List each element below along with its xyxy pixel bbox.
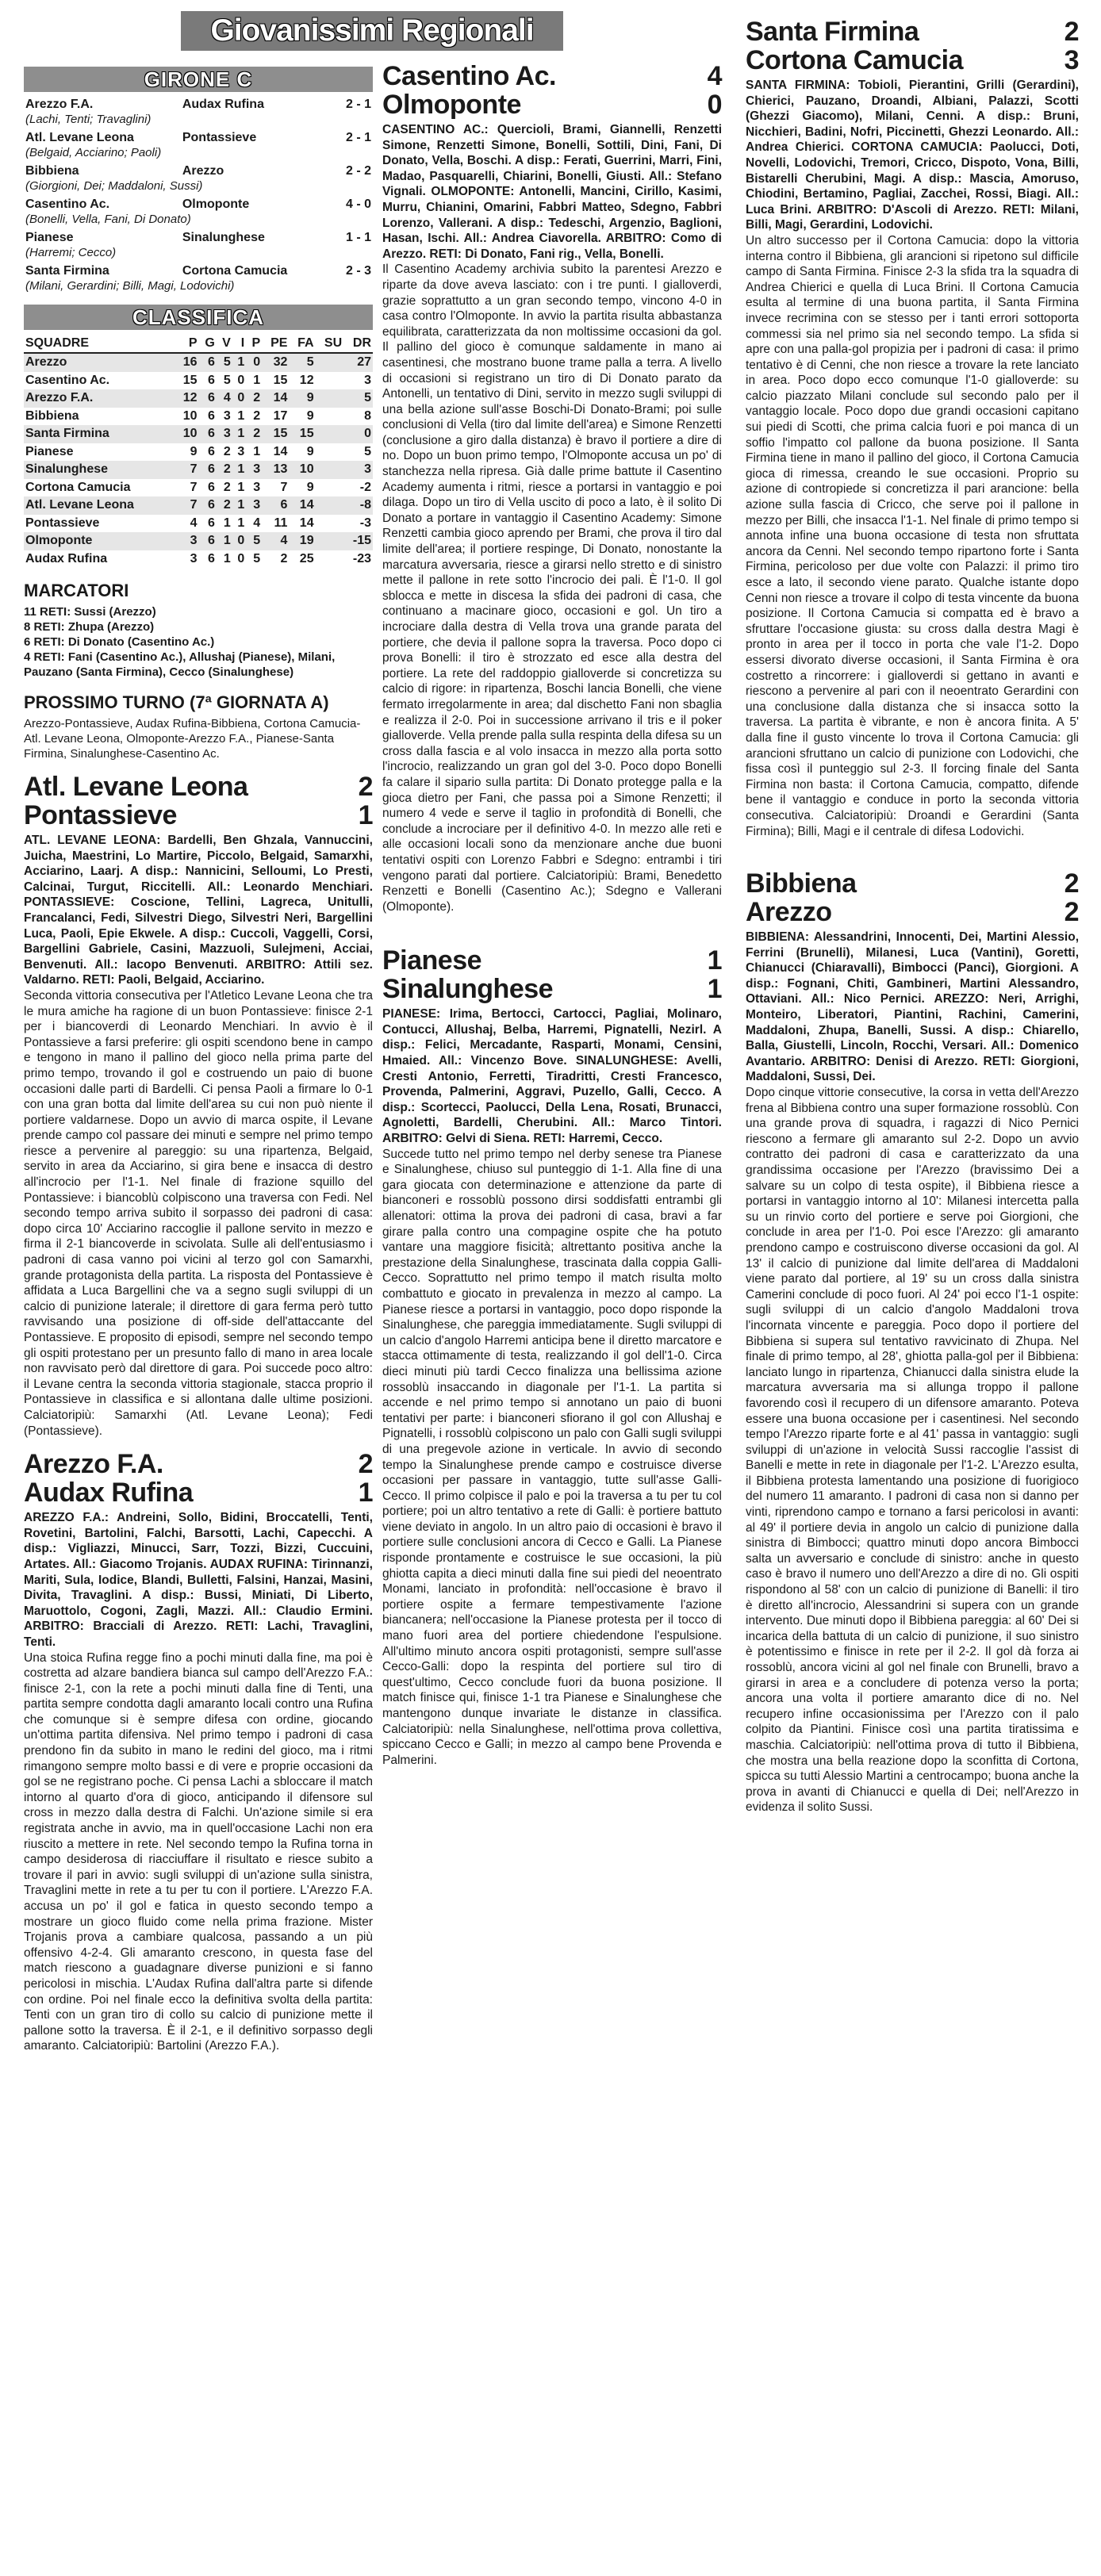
standings-row xyxy=(24,425,373,443)
away-score: 0 xyxy=(707,90,722,120)
stat-cell: 1 xyxy=(223,551,231,565)
stat-cell: -15 xyxy=(316,532,373,550)
result-score: 1 - 1 xyxy=(345,231,371,244)
stat-cell: 10 xyxy=(182,408,198,423)
home-score: 2 xyxy=(1064,17,1079,47)
stat-cell: 1 xyxy=(232,425,246,443)
standings-row xyxy=(24,515,373,533)
stat-cell: 0 xyxy=(316,425,373,443)
stat-cell: 0 xyxy=(246,353,262,372)
girone-title: GIRONE C xyxy=(24,67,373,92)
standings-row xyxy=(24,408,373,426)
result-scorers: (Belgaid, Acciarino; Paoli) xyxy=(25,146,162,159)
stat-cell: 6 xyxy=(207,373,215,387)
home-team: Atl. Levane Leona xyxy=(24,772,248,802)
home-score: 2 xyxy=(358,772,373,802)
stat-cell: 5 xyxy=(316,389,373,408)
stat-cell: 32 xyxy=(262,353,289,372)
stat-cell: 0 xyxy=(237,551,245,565)
stat-cell: 1 xyxy=(237,408,245,423)
stat-cell: 17 xyxy=(273,408,288,423)
stat-cell: 1 xyxy=(237,480,245,494)
stat-cell: 3 xyxy=(316,461,373,479)
stat-cell: 7 xyxy=(175,496,199,515)
stat-cell: -2 xyxy=(359,480,371,494)
stat-cell: 12 xyxy=(175,389,199,408)
result-scorers-row xyxy=(24,146,373,163)
prossimo-text: Arezzo-Pontassieve, Audax Rufina-Bibbiena, Cortona Camucia-Atl. Levane Leona, Olmoponte-Arezzo F.A., Pianese-Santa Firmina, Sinalunghese-Casentino Ac. xyxy=(24,717,361,761)
result-scorers: (Milani, Gerardini; Billi, Magi, Lodovichi) xyxy=(25,279,235,293)
stat-cell: 6 xyxy=(207,551,215,565)
marcatori-list xyxy=(24,604,373,680)
stat-cell: 5 xyxy=(253,551,261,565)
marcatori-title: MARCATORI xyxy=(24,581,129,600)
column-right xyxy=(746,17,1079,1815)
stat-cell: 4 xyxy=(217,389,232,408)
result-home: Santa Firmina xyxy=(25,264,109,278)
standings-header xyxy=(24,335,373,353)
standings-header-cell: FA xyxy=(289,335,315,353)
away-team: Olmoponte xyxy=(382,90,521,120)
marcatore-line: 4 RETI: Fani (Casentino Ac.), Allushaj (Pianese), Milani, Pauzano (Santa Firmina), Cecco (Sinalunghese) xyxy=(24,650,336,679)
home-score: 1 xyxy=(707,945,722,976)
standings-table xyxy=(24,335,373,568)
result-scorers: (Lachi, Tenti; Travaglini) xyxy=(25,113,152,126)
page-title: Giovanissimi Regionali xyxy=(181,11,563,51)
formation: AREZZO F.A.: Andreini, Sollo, Bidini, Broccatelli, Tenti, Rovetini, Bartolini, Falchi, Barsotti, Lachi, Capecchi. A disp.: Vigliazzi, Minucci, Sarr, Tozzi, Bizzi, Cuccuini, Artates. All.: Giacomo Trojanis. AUDAX RUFINA: Tirinnanzi, Mariti, Sula, Iodice, Blandi, Bulletti, Falsini, Hanzai, Masini, Divita, Travaglini. A disp.: Bussi, Miniati, Di Liberto, Maruottolo, Cogoni, Zagli, Mazzi. All.: Claudio Ermini. ARBITRO: Bracciali di Arezzo. RETI: Lachi, Travaglini, Tenti. xyxy=(24,1511,373,1649)
marcatore-line: 8 RETI: Zhupa (Arezzo) xyxy=(24,620,155,634)
result-away: Cortona Camucia xyxy=(182,264,288,278)
stat-cell: 2 xyxy=(253,408,261,423)
stat-cell: 3 xyxy=(237,444,245,458)
standings-header-cell: V xyxy=(217,335,232,353)
stat-cell: 2 xyxy=(217,461,232,479)
stat-cell: 19 xyxy=(289,532,315,550)
result-score: 2 - 1 xyxy=(345,131,371,144)
result-score: 2 - 2 xyxy=(345,164,371,178)
home-team: Pianese xyxy=(382,945,482,976)
stat-cell: 3 xyxy=(223,408,231,423)
standings-row xyxy=(24,389,373,408)
team-name: Bibbiena xyxy=(25,408,79,423)
stat-cell: 15 xyxy=(289,425,315,443)
team-name: Olmoponte xyxy=(24,532,175,550)
formation: PIANESE: Irima, Bertocci, Cartocci, Pagliai, Molinaro, Contucci, Allushaj, Belba, Harremi, Pignatelli, Nezirl. A disp.: Felici, Mercadante, Rasparti, Monami, Censini, Hmaied. All.: Vincenzo Bove. SINALUNGHESE: Avelli, Cresti Antonio, Ferretti, Tiradritti, Cresti Francesco, Provenda, Palmerini, Aggravi, Puzello, Galli, Cecco. A disp.: Scortecci, Paolucci, Della Lena, Rosati, Brunacci, Agnoletti, Bardelli, Cherubini. All.: Marco Tintori. ARBITRO: Gelvi di Siena. RETI: Harremi, Cecco. xyxy=(382,1007,722,1146)
home-team: Santa Firmina xyxy=(746,17,919,47)
stat-cell: 6 xyxy=(207,408,215,423)
home-score: 2 xyxy=(1064,868,1079,899)
away-team: Arezzo xyxy=(746,897,832,928)
result-scorers-row xyxy=(24,246,373,263)
team-name: Santa Firmina xyxy=(24,425,175,443)
standings-row xyxy=(24,532,373,550)
stat-cell: 6 xyxy=(199,461,217,479)
stat-cell: 6 xyxy=(199,389,217,408)
standings-row xyxy=(24,550,373,569)
result-score: 2 - 1 xyxy=(345,98,371,111)
stat-cell: 6 xyxy=(199,532,217,550)
stat-cell: 2 xyxy=(246,425,262,443)
stat-cell: 3 xyxy=(217,425,232,443)
home-team: Bibbiena xyxy=(746,868,857,899)
stat-cell: 0 xyxy=(232,389,246,408)
result-scorers-row xyxy=(24,179,373,197)
stat-cell: 1 xyxy=(217,532,232,550)
stat-cell: 6 xyxy=(199,496,217,515)
stat-cell: 13 xyxy=(262,461,289,479)
stat-cell: 25 xyxy=(299,551,314,565)
away-score: 1 xyxy=(358,1478,373,1508)
standings-header-cell: SU xyxy=(316,335,344,353)
stat-cell: 5 xyxy=(364,444,371,458)
stat-cell: 9 xyxy=(190,444,198,458)
marcatore-line: 6 RETI: Di Donato (Casentino Ac.) xyxy=(24,635,215,649)
result-home: Atl. Levane Leona xyxy=(25,131,134,144)
standings-row xyxy=(24,461,373,479)
stat-cell: 3 xyxy=(246,461,262,479)
result-row xyxy=(24,197,373,213)
result-scorers-row xyxy=(24,279,373,297)
stat-cell: 7 xyxy=(175,461,199,479)
stat-cell: 2 xyxy=(280,551,288,565)
away-team: Cortona Camucia xyxy=(746,45,963,75)
stat-cell: 2 xyxy=(223,480,231,494)
result-away: Audax Rufina xyxy=(182,98,264,111)
standings-row xyxy=(24,496,373,515)
stat-cell: -8 xyxy=(316,496,373,515)
formation: SANTA FIRMINA: Tobioli, Pierantini, Grilli (Gerardini), Chierici, Pauzano, Droandi, Albiani, Palazzi, Scotti (Ghezzi Giacomo), Milani, Cenni. A disp.: Bruni, Nicchieri, Badini, Nofri, Piccinetti, Ghezzi Leonardo. All.: Andrea Chierici. CORTONA CAMUCIA: Paolucci, Doti, Novelli, Lodovichi, Tremori, Cricco, Dispoto, Vona, Billi, Bistarelli Cherubini, Magi. A disp.: Mascia, Amoruso, Chiodini, Bertamino, Pagliai, Zacchei, Rossi, Biagi. All.: Luca Brini. ARBITRO: D'Ascoli di Arezzo. RETI: Milani, Billi, Magi, Gerardini, Lodovichi. xyxy=(746,79,1079,232)
stat-cell: 10 xyxy=(289,461,315,479)
classifica-title: CLASSIFICA xyxy=(24,305,373,330)
stat-cell: 5 xyxy=(246,532,262,550)
home-team: Casentino Ac. xyxy=(382,61,556,91)
match-bibbiena xyxy=(746,869,1079,1815)
result-scorers-row xyxy=(24,213,373,230)
results-table xyxy=(24,97,373,297)
stat-cell: 14 xyxy=(262,389,289,408)
stat-cell: -3 xyxy=(359,516,371,530)
article: Il Casentino Academy archivia subito la parentesi Arezzo e riparte da dove aveva lasciato: con i tre punti. I gialloverdi, grazie soprattutto a un gran secondo tempo, vincono 4-0 in casa contro l'Olmoponte. In avvio la partita risulta abbastanza equilibrata, caratterizzata da non moltissime occasioni da gol. Il pallino del gioco è comunque saldamente in mano ai casentinesi, che mostrano buone trame palla a terra. A livello di occasioni si registrano un tiro di Di Donato parato da Antonelli, un tentativo di Dini, servito in mezzo sugli sviluppi di una bella azione sull'asse Boschi-Di Donato-Brami; poi sulle conclusioni di Vella (tiro dal limite dell'area) e Simone Renzetti (conclusione a giro dalla distanza) è bravo il portiere a dire di no. Dopo un buon primo tempo, l'Olmoponte accusa un po' di stanchezza nella ripresa. Già dalle prime battute il Casentino Academy aumenta i ritmi, riesce a portarsi in vantaggio e poi dilaga. Dopo un tiro di Vella uscito di poco a lato, è il solito Di Donato a portare in vantaggio il Casentino Academy: Simone Renzetti cambia gioco aprendo per Brami, che prova il tiro dal limite dell'area; il portiere respinge, Di Donato, nonostante la marcatura avversaria, riesce a girarsi nello stretto e di sinistro mette il pallone in rete sotto l'incrocio dei pali. È l'1-0. Il gol sblocca e mette in discesa la sfida dei padroni di casa, che continuano a macinare gioco, occasioni e gol. Un tiro a incrociare dalla destra di Vella trova una grande parata del portiere, che devia il pallone sopra la traversa. Poco dopo ci prova Bonelli: il tiro è strozzato ed esce alla destra del portiere. La rete del raddoppio gialloverde si concretizza su calcio di rigore: in ripartenza, Boschi lancia Bonelli, che viene fermato irregolarmente in area; dal dischetto Fani non sbaglia e realizza il 2-0. Poi in successione arrivano il tris e il poker gialloverde. Vella prende palla sulla respinta della difesa su un cross dalla fascia e al volo insacca in mezzo alla porta sotto l'incrocio, realizzando un gran gol del 3-0. Poco dopo Bonelli fa calare il sipario sulla partita: Di Donato protegge palla e la gioca dietro per Fani, che passa poi a Simone Renzetti; il numero 4 vede e serve il taglio in profondità di Bonelli, che conclude a incrociare per il definitivo 4-0. In mezzo alle reti e alle occasioni locali sono da menzionare anche due buoni tentativi ospiti con Lorenzo Fabbri e Sdegno: entrambi i tiri vengono parati dal portiere. Calciatoripiù: Brami, Benedetto Renzetti e Bonelli (Casentino Ac.); Sdegno e Vallerani (Olmoponte). xyxy=(382,263,722,914)
result-scorers: (Harremi; Cecco) xyxy=(25,246,117,259)
stat-cell: 3 xyxy=(364,373,371,387)
stat-cell: 15 xyxy=(182,373,198,387)
stat-cell: 15 xyxy=(262,425,289,443)
stat-cell: 8 xyxy=(364,408,371,423)
result-home: Bibbiena xyxy=(25,164,79,178)
standings-header-cell: G xyxy=(199,335,217,353)
result-home: Pianese xyxy=(25,231,74,244)
prossimo-title: PROSSIMO TURNO (7ª GIORNATA A) xyxy=(24,692,329,712)
standings-header-cell: PE xyxy=(262,335,289,353)
away-team: Sinalunghese xyxy=(382,974,554,1005)
stat-cell: 3 xyxy=(246,496,262,515)
article: Un altro successo per il Cortona Camucia: dopo la vittoria interna contro il Bibbiena, gli arancioni si ripetono sul difficile campo di Santa Firmina. Finisce 2-3 la sfida tra la squadra di Andrea Chierici e quella di Luca Brini. Il Cortona Camucia esulta al termine di una buona partita, il Santa Firmina invece recrimina con se stesso per i tanti errori sottoporta commessi sia nel primo sia nel secondo tempo. La sfida si apre con una palla-gol propizia per i padroni di casa: il primo tentativo è di Cenni, che non riesce a trovare la rete lanciato in area. Poco dopo ecco comunque l'1-0 gialloverde: su calcio piazzato Milani conclude sul secondo palo per il vantaggio locale. Poco dopo due grandi occasioni capitano sui piedi di Scotti, che prima calcia fuori e poi manca di un soffio l'impatto col pallone da buona posizione. Il Santa Firmina tiene in mano il pallino del gioco, il Cortona Camucia gioca di rimessa, creando le sue occasioni. Proprio su azione di contropiede si concretizza il pari arancione: bella azione sulla fascia di Cricco, che serve poi il pallone in mezzo per Billi, che insacca l'1-1. Nel finale di primo tempo si annota infine una buona occasione di testa non sfruttata ancora da Cenni. Nel secondo tempo ripartono forte i Santa Firmina, pericoloso per due volte con Palazzi: il primo tiro esce a lato, il secondo viene parato. Qualche istante dopo Cenni non riesce a trovare il colpo di testa vincente da buona posizione. Il Cortona Camucia si compatta ed è bravo a sfruttare l'occasione giusta: su cross dalla destra Magi è pronto in area per il tocco in porta che vale l'1-2. Dopo essersi divorato diverse occasioni, il Santa Firmina è ora costretto a rincorrere: i gialloverdi si gettano in avanti e riescono a pervenire al pari con il neoentrato Gerardini con una conclusione dalla distanza che si insacca sotto la traversa. La partita è vibrante, e non è ancora finita. A 5' dalla fine il gusto vincente lo trova il Cortona Camucia: gli arancioni sfruttano un calcio di punizione con Lodovichi, che fissa così il punteggio sul 2-3. Il forcing finale del Santa Firmina non basta: il Cortona Camucia, compatto, difende bene il vantaggio e conduce in porto la seconda vittoria consecutiva. Calciatoripiù: Droandi e Gerardini (Santa Firmina); Billi, Magi e il centrale di difesa Lodovichi. xyxy=(746,233,1079,838)
stat-cell: 0 xyxy=(232,532,246,550)
stat-cell: 9 xyxy=(306,444,314,458)
stat-cell: 3 xyxy=(190,551,198,565)
standings-header-cell: I xyxy=(232,335,246,353)
formation: BIBBIENA: Alessandrini, Innocenti, Dei, Martini Alessio, Ferrini (Brunelli), Milanesi, Luca (Vantini), Goretti, Chianucci (Chiaravalli), Bimbocci (Panci), Giorgioni. A disp.: Fognani, Chiti, Gambineri, Martini Alessandro, Ottaviani. All.: Nico Pernici. AREZZO: Neri, Arrighi, Monteiro, Liberatori, Piantini, Rachini, Camerini, Maddaloni, Zhupa, Banelli, Sussi. A disp.: Chiarello, Balla, Giustelli, Lincoln, Rocchi, Versari. All.: Domenico Avantario. ARBITRO: Denisi di Arezzo. RETI: Giorgioni, Maddaloni, Sussi, Dei. xyxy=(746,930,1079,1084)
result-scorers: (Bonelli, Vella, Fani, Di Donato) xyxy=(25,213,191,226)
result-away: Arezzo xyxy=(182,164,224,178)
stat-cell: 9 xyxy=(306,480,314,494)
standings-header-cell: P xyxy=(175,335,199,353)
stat-cell: 1 xyxy=(237,516,245,530)
stat-cell: 1 xyxy=(253,373,261,387)
team-name: Sinalunghese xyxy=(24,461,175,479)
match-arezzofa xyxy=(24,1450,373,2054)
stat-cell: 14 xyxy=(289,496,315,515)
result-row xyxy=(24,230,373,246)
result-scorers-row xyxy=(24,113,373,130)
match-santafirmina xyxy=(746,17,1079,839)
team-name: Pianese xyxy=(25,444,74,458)
standings-header-cell: DR xyxy=(343,335,373,353)
standings-row xyxy=(24,353,373,372)
team-name: Casentino Ac. xyxy=(25,373,110,387)
stat-cell: 2 xyxy=(223,444,231,458)
result-row xyxy=(24,163,373,179)
result-score: 4 - 0 xyxy=(345,197,371,211)
away-score: 3 xyxy=(1064,45,1079,75)
away-team: Pontassieve xyxy=(24,800,177,830)
stat-cell: 5 xyxy=(223,373,231,387)
stat-cell: 11 xyxy=(274,516,288,530)
standings-row xyxy=(24,443,373,462)
stat-cell: 3 xyxy=(253,480,261,494)
stat-cell: 10 xyxy=(175,425,199,443)
stat-cell: 16 xyxy=(175,353,199,372)
home-score: 4 xyxy=(707,61,722,91)
stat-cell: 4 xyxy=(190,516,198,530)
standings-row xyxy=(24,372,373,390)
team-name: Arezzo F.A. xyxy=(24,389,175,408)
stat-cell: 6 xyxy=(262,496,289,515)
home-team: Arezzo F.A. xyxy=(24,1449,163,1480)
stat-cell: 1 xyxy=(232,461,246,479)
match-levane xyxy=(24,772,373,1439)
result-away: Sinalunghese xyxy=(182,231,265,244)
home-score: 2 xyxy=(358,1449,373,1480)
away-team: Audax Rufina xyxy=(24,1478,194,1508)
formation: ATL. LEVANE LEONA: Bardelli, Ben Ghzala, Vannuccini, Juicha, Maestrini, Lo Martire, Piccolo, Belgaid, Samarxhi, Acciarino, Laarj. A disp.: Nannicini, Selloumi, Lo Presti, Calcinai, Turgut, Riccitelli. All.: Leonardo Menchiari. PONTASSIEVE: Coscione, Tellini, Lagreca, Unitulli, Francalanci, Fedi, Silvestri Diego, Silvestri Neri, Bargellini Luca, Paoli, Epie Ekwele. A disp.: Cuccoli, Vaggelli, Corsi, Bargellini Gabriele, Casini, Mazzuoli, Sulejmeni, Acciai, Benvenuti. All.: Iacopo Benvenuti. ARBITRO: Attili sez. Valdarno. RETI: Paoli, Belgaid, Acciarino. xyxy=(24,834,373,987)
result-row xyxy=(24,263,373,279)
stat-cell: 1 xyxy=(253,444,261,458)
stat-cell: 5 xyxy=(217,353,232,372)
team-name: Atl. Levane Leona xyxy=(24,496,175,515)
result-home: Arezzo F.A. xyxy=(25,98,94,111)
away-score: 2 xyxy=(1064,897,1079,928)
away-score: 1 xyxy=(358,800,373,830)
marcatore-line: 11 RETI: Sussi (Arezzo) xyxy=(24,605,156,619)
match-casentino xyxy=(382,62,722,914)
team-name: Cortona Camucia xyxy=(25,480,131,494)
result-scorers: (Giorgioni, Dei; Maddaloni, Sussi) xyxy=(25,179,203,193)
article: Dopo cinque vittorie consecutive, la corsa in vetta dell'Arezzo frena al Bibbiena contro una super formazione rossoblù. Con una grande prova di squadra, i ragazzi di Nico Pernici riescono a fermare gli amaranto sul 2-2. Dopo un avvio contratto dei padroni di casa e caratterizzato da una grandissima occasione per l'Arezzo (bravissimo Dei a salvare su un colpo di testa ospite), il Bibbiena riesce a portarsi in vantaggio intorno al 10': Milanesi intercetta palla su un rinvio corto del portiere e serve poi Giorgioni, che conclude in area per l'1-0. Poi esce l'Arezzo: gli amaranto prendono campo e costruiscono diverse occasioni da gol. Al 13' il calcio di punizione dal limite dell'area di Maddaloni viene parato dal portiere, al 19' su un cross dalla sinistra Camerini conclude di poco fuori. Al 24' poi ecco l'1-1 ospite: sugli sviluppi di un calcio d'angolo Maddaloni trova l'incornata vincente e pareggia. Poco dopo il portiere del Bibbiena si supera sul tentativo ravvicinato di Zhupa. Nel finale di primo tempo, al 28', ghiotta palla-gol per il Bibbiena: lanciato lungo in ripartenza, Chianucci dalla sinistra elude la marcatura avversaria ma si allunga troppo il pallone favorendo così il recupero di un difensore amaranto. Poteva essere una buona occasione per i casentinesi. Nel secondo tempo l'Arezzo riparte forte e al 41' passa in vantaggio: sugli sviluppi di un'azione in velocità Sussi raccoglie l'assist di Banelli e mette in rete in diagonale per l'1-2. L'Arezzo esulta, il Bibbiena protesta lamentando una posizione di fuorigioco del numero 11 amaranto. I padroni di casa non si danno per vinti, riprendono campo e tornano a farsi pericolosi in avanti: al 49' il portiere devia in angolo un calcio di punizione dalla sinistra di Bimbocci; quattro minuti dopo ancora Bimbocci salta un avversario e conclude di sinistro: anche in questo caso è bravo il numero uno dell'Arezzo a dire di no. Gli ospiti rispondono al 58' con un calcio di punizione di Banelli: il tiro è diretto all'incrocio, Alessandrini si supera con un grande intervento. Due minuti dopo il Bibbiena pareggia: al 60' Dei si incarica della battuta di un calcio di punizione, il suo sinistro è potentissimo e finisce in rete per il 2-2. Il gol dà forza ai rossoblù, ancora vicini al gol nel finale con Brunelli, bravo a girarsi in area e a concludere di potenza verso la porta; ancora una volta il portiere amaranto dice di no. Nel recupero infine occasionissima per l'Arezzo con il palo colpito da Piantini. Finisce così una partita tiratissima e maschia. Calciatoripiù: nell'ottima prova di tutto il Bibbiena, che mostra una bella reazione dopo la sconfitta di Cortona, spicca su tutti Alessio Martini a centrocampo; buona anche la prova in avanti di Chianucci e quella di Dei; nell'Arezzo in evidenza il solito Sussi. xyxy=(746,1086,1079,1815)
article: Seconda vittoria consecutiva per l'Atletico Levane Leona che tra le mura amiche ha ragione di un buon Pontassieve: finisce 2-1 per i biancoverdi di Leonardo Menchiari. In avvio è il Pontassieve a farsi preferire: gli ospiti scendono bene in campo e tengono in mano il pallino del gioco nella prima parte del primo tempo, trovando il gol e costruendo un paio di buone occasioni dalle parti di Bardelli. Ci pensa Paoli a firmare lo 0-1 con una gran botta dal limite dell'area su cui non può niente il portiere valdarnese. Dopo un avvio di marca ospite, il Levane prende campo col passare dei minuti e sempre nel primo tempo riesce a pervenire al pareggio: su una ripartenza, Belgaid, servito in area da Acciarino, si gira bene e insacca di destro all'incrocio per l'1-1. Nel finale di frazione squillo del Pontassieve: i biancoblù colpiscono una traversa con Fedi. Nel secondo tempo arriva subito il sorpasso dei padroni di casa: dopo circa 10' Acciarino raccoglie il pallone servito in mezzo e firma il 2-1 biancoverde in scivolata. Sulle ali dell'entusiasmo i padroni di casa vanno poi vicini al terzo gol con Samarxhi, grande protagonista della partita. La risposta del Pontassieve è affidata a Luca Bargellini che va a segno sugli sviluppi di un calcio di punizione laterale; il direttore di gara ferma però tutto ravvisando una posizione di off-side dell'attaccante del Pontassieve. E proposito di episodi, sempre nel secondo tempo gli ospiti protestano per un presunto fallo di mano in area locale non ravvisato però dal direttore di gara. Poi succede poco altro: il Levane centra la seconda vittoria stagionale, stacca proprio il Pontassieve in classifica e si allontana dalle ultime posizioni. Calciatoripiù: Samarxhi (Atl. Levane Leona); Fedi (Pontassieve). xyxy=(24,988,373,1438)
stat-cell: 4 xyxy=(262,532,289,550)
stat-cell: 27 xyxy=(316,353,373,372)
stat-cell: 2 xyxy=(217,496,232,515)
standings-header-cell: SQUADRE xyxy=(24,335,175,353)
result-score: 2 - 3 xyxy=(345,264,371,278)
stat-cell: 7 xyxy=(190,480,198,494)
stat-cell: 6 xyxy=(199,353,217,372)
stat-cell: 6 xyxy=(207,480,215,494)
stat-cell: 5 xyxy=(289,353,315,372)
result-row xyxy=(24,97,373,113)
stat-cell: 6 xyxy=(199,425,217,443)
stat-cell: 15 xyxy=(273,373,288,387)
stat-cell: 1 xyxy=(232,353,246,372)
stat-cell: -23 xyxy=(352,551,371,565)
result-home: Casentino Ac. xyxy=(25,197,110,211)
formation: CASENTINO AC.: Quercioli, Brami, Giannelli, Renzetti Simone, Renzetti Simone, Bonelli, Sottili, Dini, Fani, Di Donato, Vella, Boschi. A disp.: Ferati, Guerrini, Marri, Fini, Madao, Pasquarelli, Chiarini, Bonelli, Giusti. All.: Stefano Vignali. OLMOPONTE: Antonelli, Mancini, Cirillo, Kasimi, Murru, Chianini, Omarini, Fabbri Matteo, Sdegno, Fabbri Lorenzo, Vallerani. A disp.: Tedeschi, Argenzio, Baglioni, Hasan, Ischi. All.: Andrea Ciavorella. ARBITRO: Como di Arezzo. RETI: Di Donato, Fani rig., Vella, Bonelli. xyxy=(382,123,722,261)
standings-header-cell: P xyxy=(246,335,262,353)
standings-row xyxy=(24,479,373,497)
stat-cell: 6 xyxy=(207,516,215,530)
stat-cell: 9 xyxy=(289,389,315,408)
column-left xyxy=(24,67,373,2054)
away-score: 1 xyxy=(707,974,722,1005)
stat-cell: 1 xyxy=(232,496,246,515)
article: Succede tutto nel primo tempo nel derby senese tra Pianese e Sinalunghese, chiuso sul punteggio di 1-1. Alla fine di una gara giocata con determinazione e attenzione da parte di bianconeri e rossoblù possono dirsi soddisfatti entrambi gli allenatori: ottima la prova dei padroni di casa, bravi a far girare palla contro una compagine ospite che ha potuto vantare una maggiore fisicità; altrettanto positiva anche la prestazione della Sinalunghese, trascinata dalla coppia Galli-Cecco. Soprattutto nel primo tempo il match risulta molto combattuto e giocato in prevalenza in mezzo al campo. La Pianese riesce a portarsi in vantaggio, poco dopo risponde la Sinalunghese, che pareggia immediatamente. Sugli sviluppi di un calcio d'angolo Harremi anticipa bene il diretto marcatore e stacca ottimamente di testa, realizzando il gol dell'1-0. Circa dieci minuti più tardi Cecco finalizza una bellissima azione rossoblù insaccando in diagonale per l'1-1. La partita si accende e nel primo tempo si annotano un paio di buoni tentativi per parte: i bianconeri sfiorano il gol con Allushaj e Pignatelli, i rossoblù colpiscono un palo con Galli sugli sviluppi di una pregevole azione in verticale. In avvio di secondo tempo la Sinalunghese prende campo e costruisce diverse occasioni per passare in vantaggio, tutte sull'asse Galli-Cecco. Il primo colpisce il palo e poi la traversa a tu per tu col portiere; poi un altro tentativo a rete di Galli: è portiere battuto viene deviato in angolo. In un altro paio di occasioni è bravo il portiere sulle conclusioni ancora di Cecco e Galli. La Pianese risponde prontamente e costruisce le sue occasioni, la più ghiotta capita a dieci minuti dalla fine sui piedi del neoentrato Monami, lanciato in profondità: nell'occasione è bravo il portiere ospite a fermare tempestivamente l'azione biancanera; nell'occasione la Pianese protesta per il tocco di mano fuori area del portiere chiedendone l'espulsione. All'ultimo minuto ancora ospiti protagonisti, sempre sull'asse Cecco-Galli: dopo la respinta del portiere sul tiro di quest'ultimo, Cecco conclude fuori da buona posizione. Il match finisce qui, finisce 1-1 tra Pianese e Sinalunghese che mantengono dunque invariate le distanze in classifica. Calciatoripiù: nella Sinalunghese, nell'ottima prova collettiva, spiccano Cecco e Galli; in mezzo al campo bene Provenda e Palmerini. xyxy=(382,1147,722,1767)
stat-cell: 7 xyxy=(280,480,288,494)
stat-cell: 1 xyxy=(223,516,231,530)
stat-cell: 6 xyxy=(207,444,215,458)
result-row xyxy=(24,130,373,146)
stat-cell: 14 xyxy=(299,516,314,530)
stat-cell: 12 xyxy=(299,373,314,387)
team-name: Audax Rufina xyxy=(25,551,108,565)
team-name: Arezzo xyxy=(24,353,175,372)
stat-cell: 3 xyxy=(175,532,199,550)
stat-cell: 9 xyxy=(306,408,314,423)
article: Una stoica Rufina regge fino a pochi minuti dalla fine, ma poi è costretta ad alzare bandiera bianca sul campo dell'Arezzo F.A.: finisce 2-1, con la rete a pochi minuti dalla fine di Tenti, una partita sempre condotta dagli amaranto locali contro una Rufina che comunque si è sempre difesa con ordine, giocando un'ottima partita difensiva. Nel primo tempo i padroni di casa prendono fin da subito in mano le redini del gioco, ma i ritmi rimangono sempre molto bassi e di vere e proprie occasioni da gol se ne registrano poche. Ci pensa Lachi a sbloccare il match intorno al quarto d'ora di gioco, anticipando il difensore sul cross in mezzo dalla destra di Falchi. Un'azione simile si era registrata anche in avvio, ma in quell'occasione Lachi non era riuscito a mettere in rete. Nel secondo tempo la Rufina torna in campo desiderosa di riacciuffare il risultato e riesce subito a trovare il pari in avvio: sugli sviluppi di un'azione sulla sinistra, Travaglini mette in rete a tu per tu con il portiere. L'Arezzo F.A. accusa un po' il gol e fatica in questo secondo tempo a mostrare un gioco fluido come nella prima frazione. Mister Trojanis prova a cambiare qualcosa, passando a un più offensivo 4-2-4. Gli amaranto crescono, in questa fase del match riescono a guadagnare diverse punizioni e si fanno pericolosi in mischia. L'Audax Rufina dall'altra parte si difende con ordine. Poi nel finale ecco la definitiva svolta della partita: Tenti con un gran tiro di collo su calcio di punizione mette il pallone sotto la traversa. È il 2-1, e il definitivo sorpasso degli amaranto. Calciatoripiù: Bartolini (Arezzo F.A.). xyxy=(24,1650,373,2053)
result-away: Olmoponte xyxy=(182,197,250,211)
stat-cell: 2 xyxy=(246,389,262,408)
result-away: Pontassieve xyxy=(182,131,257,144)
stat-cell: 0 xyxy=(237,373,245,387)
stat-cell: 4 xyxy=(253,516,261,530)
column-middle xyxy=(382,62,722,1768)
stat-cell: 14 xyxy=(273,444,288,458)
match-pianese xyxy=(382,946,722,1768)
team-name: Pontassieve xyxy=(25,516,100,530)
